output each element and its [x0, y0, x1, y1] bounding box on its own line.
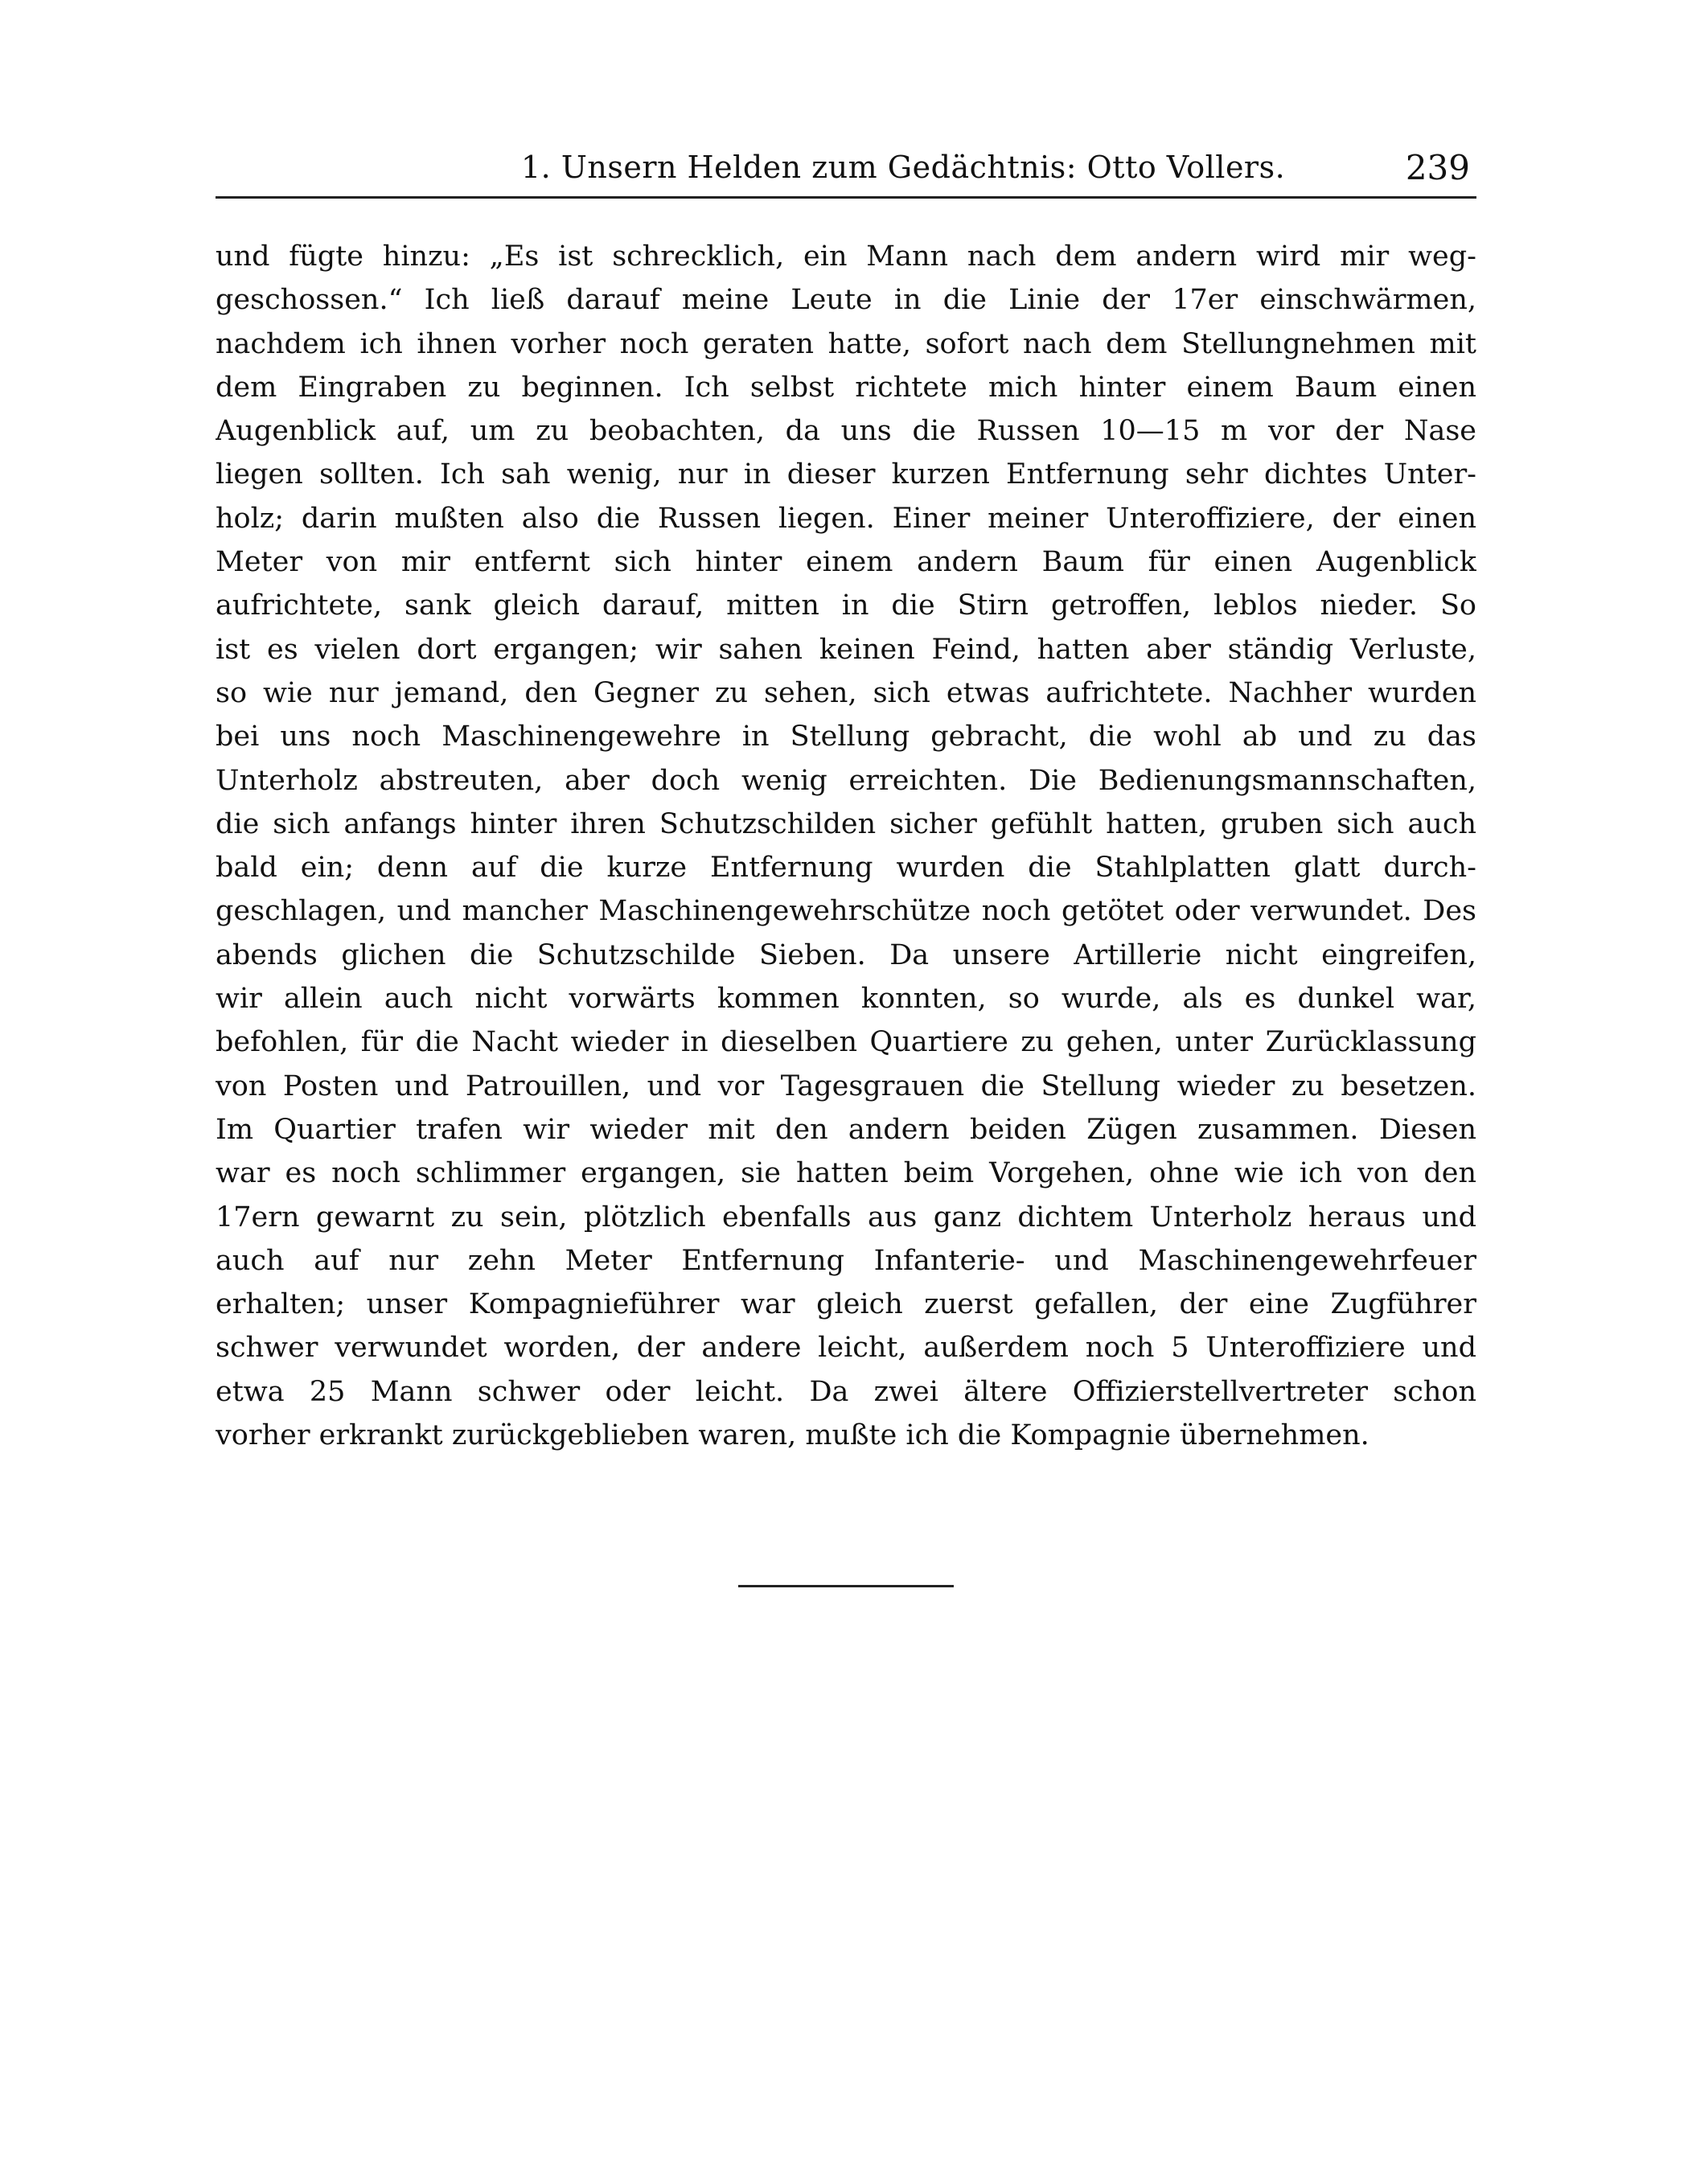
running-head	[216, 145, 1476, 193]
text-line: auch auf nur zehn Meter Entfernung Infanterie- und Maschinengewehrfeuer	[216, 1244, 1476, 1277]
text-line: von Posten und Patrouillen, und vor Tagesgrauen die Stellung wieder zu besetzen.	[216, 1069, 1476, 1102]
text-line: holz; darin mußten also die Russen liegen. Einer meiner Unteroffiziere, der einen	[216, 502, 1476, 535]
text-line: so wie nur jemand, den Gegner zu sehen, sich etwas aufrichtete. Nachher wurden	[216, 676, 1476, 709]
text-line: etwa 25 Mann schwer oder leicht. Da zwei ältere Offizierstellvertreter schon	[216, 1375, 1476, 1408]
text-line: Unterholz abstreuten, aber doch wenig erreichten. Die Bedienungsmannschaften,	[216, 764, 1476, 797]
running-head-title: 1. Unsern Helden zum Gedächtnis: Otto Vollers.	[521, 150, 1286, 185]
text-line: aufrichtete, sank gleich darauf, mitten in die Stirn getroffen, leblos nieder. So	[216, 589, 1476, 622]
text-line: erhalten; unser Kompagnieführer war gleich zuerst gefallen, der eine Zugführer	[216, 1288, 1476, 1321]
text-line: dem Eingraben zu beginnen. Ich selbst richtete mich hinter einem Baum einen	[216, 371, 1476, 404]
text-line: war es noch schlimmer ergangen, sie hatten beim Vorgehen, ohne wie ich von den	[216, 1157, 1476, 1190]
text-line: geschlagen, und mancher Maschinengewehrschütze noch getötet oder verwundet. Des	[216, 895, 1476, 928]
section-end-rule	[738, 1585, 954, 1587]
text-line: Augenblick auf, um zu beobachten, da uns die Russen 10—15 m vor der Nase	[216, 415, 1476, 448]
text-line: geschossen.“ Ich ließ darauf meine Leute in die Linie der 17er einschwärmen,	[216, 284, 1476, 317]
text-line: Meter von mir entfernt sich hinter einem andern Baum für einen Augenblick	[216, 546, 1476, 579]
text-line: Im Quartier trafen wir wieder mit den andern beiden Zügen zusammen. Diesen	[216, 1113, 1476, 1146]
text-line: bei uns noch Maschinengewehre in Stellung gebracht, die wohl ab und zu das	[216, 720, 1476, 753]
text-line: 17ern gewarnt zu sein, plötzlich ebenfalls aus ganz dichtem Unterholz heraus und	[216, 1201, 1476, 1234]
text-line-last: vorher erkrankt zurückgeblieben waren, mußte ich die Kompagnie übernehmen.	[216, 1419, 1369, 1452]
text-line: die sich anfangs hinter ihren Schutzschilden sicher gefühlt hatten, gruben sich auch	[216, 807, 1476, 840]
text-line: nachdem ich ihnen vorher noch geraten hatte, sofort nach dem Stellungnehmen mit	[216, 327, 1476, 360]
text-line: bald ein; denn auf die kurze Entfernung wurden die Stahlplatten glatt durch-	[216, 852, 1476, 885]
text-line: liegen sollten. Ich sah wenig, nur in dieser kurzen Entfernung sehr dichtes Unter-	[216, 458, 1476, 491]
text-line: und fügte hinzu: „Es ist schrecklich, ein Mann nach dem andern wird mir weg-	[216, 240, 1476, 273]
text-line: abends glichen die Schutzschilde Sieben. Da unsere Artillerie nicht eingreifen,	[216, 938, 1476, 971]
body-text	[216, 235, 1476, 1457]
header-rule	[216, 196, 1476, 199]
page-number: 239	[1405, 148, 1470, 187]
text-line: ist es vielen dort ergangen; wir sahen keinen Feind, hatten aber ständig Verluste,	[216, 633, 1476, 666]
text-line: befohlen, für die Nacht wieder in dieselben Quartiere zu gehen, unter Zurücklassung	[216, 1026, 1476, 1059]
text-line: schwer verwundet worden, der andere leicht, außerdem noch 5 Unteroffiziere und	[216, 1332, 1476, 1365]
text-line: wir allein auch nicht vorwärts kommen konnten, so wurde, als es dunkel war,	[216, 983, 1476, 1016]
